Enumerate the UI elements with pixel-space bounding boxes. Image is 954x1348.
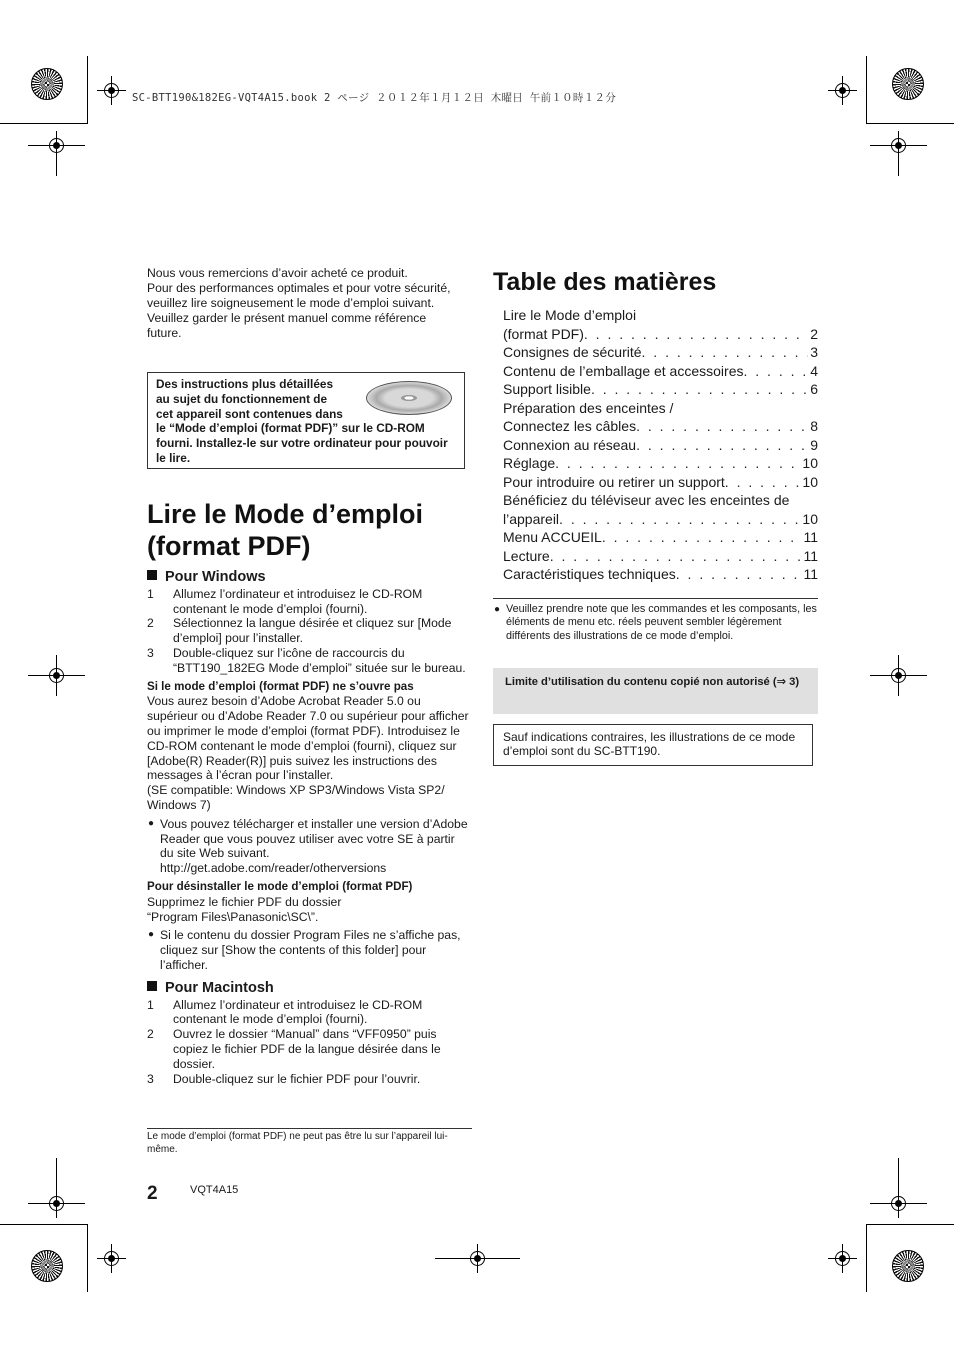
intro-line: Pour des performances optimales et pour votre sécurité, [147, 281, 451, 295]
toc-entry-title: Connexion au réseau [503, 436, 637, 453]
leader-dots [636, 417, 808, 436]
toc-row [503, 362, 818, 381]
step-number: 1 [147, 586, 154, 601]
heading-label: Pour Windows [165, 569, 266, 585]
no-open-text: Vous aurez besoin d’Adobe Acrobat Reader 5.0 ou supérieur ou d’Adobe Reader 7.0 ou supérieur pour afficher ou imprimer le mode d’emploi (format PDF). Introduisez le CD-ROM contenant le mode d’emploi (fourni), cliquez sur [Adobe(R) Reader(R)] puis suivez les instructions des messages à l’écran pour l’installer. [147, 694, 469, 783]
list-item [147, 1072, 471, 1087]
list-item [147, 616, 471, 646]
square-bullet-icon [147, 570, 157, 580]
title-line: (format PDF) [147, 531, 311, 561]
leader-dots [743, 362, 808, 381]
toc-row [503, 399, 818, 418]
cd-notice-line: cet appareil sont contenues dans [156, 406, 343, 421]
os-compat-text: (SE compatible: Windows XP SP3/Windows Vista SP2/ Windows 7) [147, 783, 445, 812]
title-line: Lire le Mode d’emploi [147, 499, 424, 529]
step-number: 2 [147, 1027, 154, 1042]
leader-dots [584, 325, 808, 344]
leader-dots [602, 528, 802, 547]
list-item [147, 998, 471, 1028]
leader-dots [559, 510, 800, 529]
book-header-line: SC-BTT190&182EG-VQT4A15.book 2 ページ ２０１２年１月１２日 木曜日 午前１０時１２分 [132, 92, 617, 104]
crop-line [866, 56, 867, 123]
toc-row [503, 473, 818, 492]
registration-rosette-icon [31, 68, 63, 100]
toc-title: Table des matières [493, 268, 717, 296]
list-item [147, 1027, 471, 1071]
bullet-icon: ● [148, 929, 155, 941]
toc-row [503, 306, 818, 325]
square-bullet-icon [147, 981, 157, 991]
leader-dots [636, 436, 808, 455]
uninstall-heading: Pour désinstaller le mode d’emploi (format PDF) [147, 879, 413, 893]
toc-page-number: 4 [810, 362, 818, 379]
page-number: 2 [147, 1183, 158, 1204]
toc-entry-title: Consignes de sécurité [503, 344, 642, 360]
intro-line: Nous vous remercions d’avoir acheté ce produit. [147, 266, 408, 280]
crosshair-icon [56, 675, 57, 676]
crop-line [0, 1224, 88, 1225]
toc-page-number: 10 [802, 510, 818, 527]
table-of-contents [503, 306, 818, 584]
leader-dots [591, 380, 808, 399]
toc-entry-title: Connectez les câbles [503, 418, 637, 434]
toc-row [503, 343, 818, 362]
leader-dots [725, 473, 801, 492]
toc-row [503, 528, 818, 547]
step-number: 1 [147, 997, 154, 1012]
crosshair-icon [111, 1258, 112, 1259]
toc-entry-title: (format PDF) [503, 325, 584, 342]
toc-page-number: 8 [810, 418, 818, 434]
toc-page-number: 10 [802, 473, 818, 490]
crosshair-icon [56, 145, 57, 146]
mac-steps [147, 998, 471, 1087]
list-item [147, 587, 471, 617]
windows-heading [147, 570, 471, 585]
toc-entry-title: Lire le Mode d’emploi [503, 307, 637, 323]
crop-line [866, 1224, 867, 1292]
toc-entry-title: Support lisible [503, 381, 591, 397]
list-item [147, 646, 471, 676]
toc-entry-title: Contenu de l’emballage et accessoires [503, 362, 744, 379]
toc-page-number: 6 [810, 381, 818, 397]
leader-dots [555, 454, 800, 473]
crosshair-icon [111, 90, 112, 91]
intro-line: future. [147, 326, 182, 340]
leader-dots [642, 343, 809, 362]
crop-line [866, 1224, 954, 1225]
heading-label: Pour Macintosh [165, 979, 274, 996]
crosshair-icon [842, 90, 843, 91]
bullet-icon: ● [148, 817, 155, 829]
footnote: Le mode d’emploi (format PDF) ne peut pas être lu sur l’appareil lui-même. [147, 1128, 472, 1156]
crosshair-icon [842, 1258, 843, 1259]
toc-entry-title: Réglage [503, 455, 556, 471]
cd-notice-line: au sujet du fonctionnement de [156, 391, 328, 406]
left-column [147, 570, 471, 1086]
step-text: Double-cliquez sur le fichier PDF pour l’ouvrir. [173, 1071, 421, 1086]
intro-line: Veuillez garder le présent manuel comme référence [147, 311, 427, 325]
registration-rosette-icon [31, 1250, 63, 1282]
copy-limit-notice: Limite d’utilisation du contenu copié non autorisé (⇒ 3) [493, 668, 818, 714]
toc-page-number: 11 [803, 566, 818, 582]
toc-row [503, 325, 818, 344]
toc-row [503, 417, 818, 436]
leader-dots [550, 547, 802, 566]
toc-row [503, 454, 818, 473]
toc-page-number: 10 [802, 455, 818, 471]
uninstall-text: Supprimez le fichier PDF du dossier [147, 894, 342, 909]
document-code: VQT4A15 [190, 1184, 239, 1196]
toc-row [503, 436, 818, 455]
mac-heading [147, 981, 471, 996]
illustration-notice: Sauf indications contraires, les illustrations de ce mode d’emploi sont du SC-BTT190. [493, 724, 813, 766]
bullet-text: Si le contenu du dossier Program Files ne s’affiche pas, cliquez sur [Show the contents of this folder] pour l’afficher. [160, 928, 461, 972]
list-item [147, 817, 471, 876]
toc-row [503, 565, 818, 584]
toc-entry-title: Caractéristiques techniques [503, 566, 676, 582]
leader-dots [676, 565, 802, 584]
crosshair-icon [898, 1203, 899, 1204]
registration-rosette-icon [892, 68, 924, 100]
toc-entry-title: Pour introduire ou retirer un support [503, 473, 725, 490]
no-open-heading: Si le mode d’emploi (format PDF) ne s’ouvre pas [147, 679, 414, 693]
crosshair-icon [898, 675, 899, 676]
toc-entry-title: Lecture [503, 547, 550, 564]
crop-line [87, 56, 88, 123]
toc-note [493, 598, 818, 643]
step-text: Allumez l’ordinateur et introduisez le CD-ROM contenant le mode d’emploi (fourni). [173, 586, 423, 616]
cd-notice-text: le “Mode d’emploi (format PDF)” sur le CD-ROM fourni. Installez-le sur votre ordinateur pour pouvoir le lire. [156, 421, 448, 465]
step-text: Allumez l’ordinateur et introduisez le CD-ROM contenant le mode d’emploi (fourni). [173, 997, 423, 1027]
adobe-url: http://get.adobe.com/reader/otherversions [160, 861, 387, 876]
crop-line [0, 123, 88, 124]
toc-row [503, 491, 818, 510]
toc-page-number: 11 [803, 529, 818, 545]
intro-text [147, 266, 477, 341]
toc-page-number: 9 [810, 436, 818, 453]
crosshair-icon [477, 1258, 478, 1259]
intro-line: veuillez lire soigneusement le mode d’emploi suivant. [147, 296, 435, 310]
bullet-text: Veuillez prendre note que les commandes et les composants, les éléments de menu etc. réels peuvent sembler légèrement différents des illustrations de ce mode d’emploi. [506, 603, 817, 642]
list-item [147, 928, 471, 972]
toc-row [503, 547, 818, 566]
step-text: Sélectionnez la langue désirée et cliquez sur [Mode d’emploi] pour l’installer. [173, 616, 452, 646]
step-number: 2 [147, 616, 154, 631]
list-item [493, 603, 818, 643]
step-number: 3 [147, 1071, 154, 1086]
toc-entry-title: Menu ACCUEIL [503, 529, 602, 545]
step-text: Ouvrez le dossier “Manual” dans “VFF0950” puis copiez le fichier PDF de la langue désirée dans le dossier. [173, 1027, 441, 1071]
uninstall-text: “Program Files\Panasonic\SC\”. [147, 909, 319, 924]
crosshair-icon [898, 145, 899, 146]
registration-rosette-icon [892, 1250, 924, 1282]
toc-entry-title: l’appareil [503, 510, 560, 527]
cd-rom-notice-box [147, 372, 465, 469]
cd-notice-line: Des instructions plus détaillées [156, 377, 334, 391]
toc-entry-title: Bénéficiez du téléviseur avec les enceintes de [503, 492, 790, 508]
step-text: Double-cliquez sur l’icône de raccourcis du “BTT190_182EG Mode d’emploi” située sur le bureau. [173, 645, 466, 675]
toc-row [503, 380, 818, 399]
step-number: 3 [147, 645, 154, 660]
bullet-text: Vous pouvez télécharger et installer une version d’Adobe Reader que vous pouvez utiliser avec votre SE à partir du site Web suivant. [160, 816, 468, 861]
crosshair-icon [56, 1203, 57, 1204]
cd-rom-icon [366, 381, 452, 415]
toc-page-number: 11 [803, 547, 818, 564]
section-title-pdf [147, 498, 423, 562]
toc-page-number: 3 [810, 344, 818, 360]
toc-row [503, 510, 818, 529]
toc-entry-title: Préparation des enceintes / [503, 399, 674, 416]
crop-line [866, 123, 954, 124]
bullet-icon: ● [494, 604, 501, 615]
windows-steps [147, 587, 471, 676]
toc-page-number: 2 [810, 325, 818, 342]
crop-line [87, 1224, 88, 1292]
